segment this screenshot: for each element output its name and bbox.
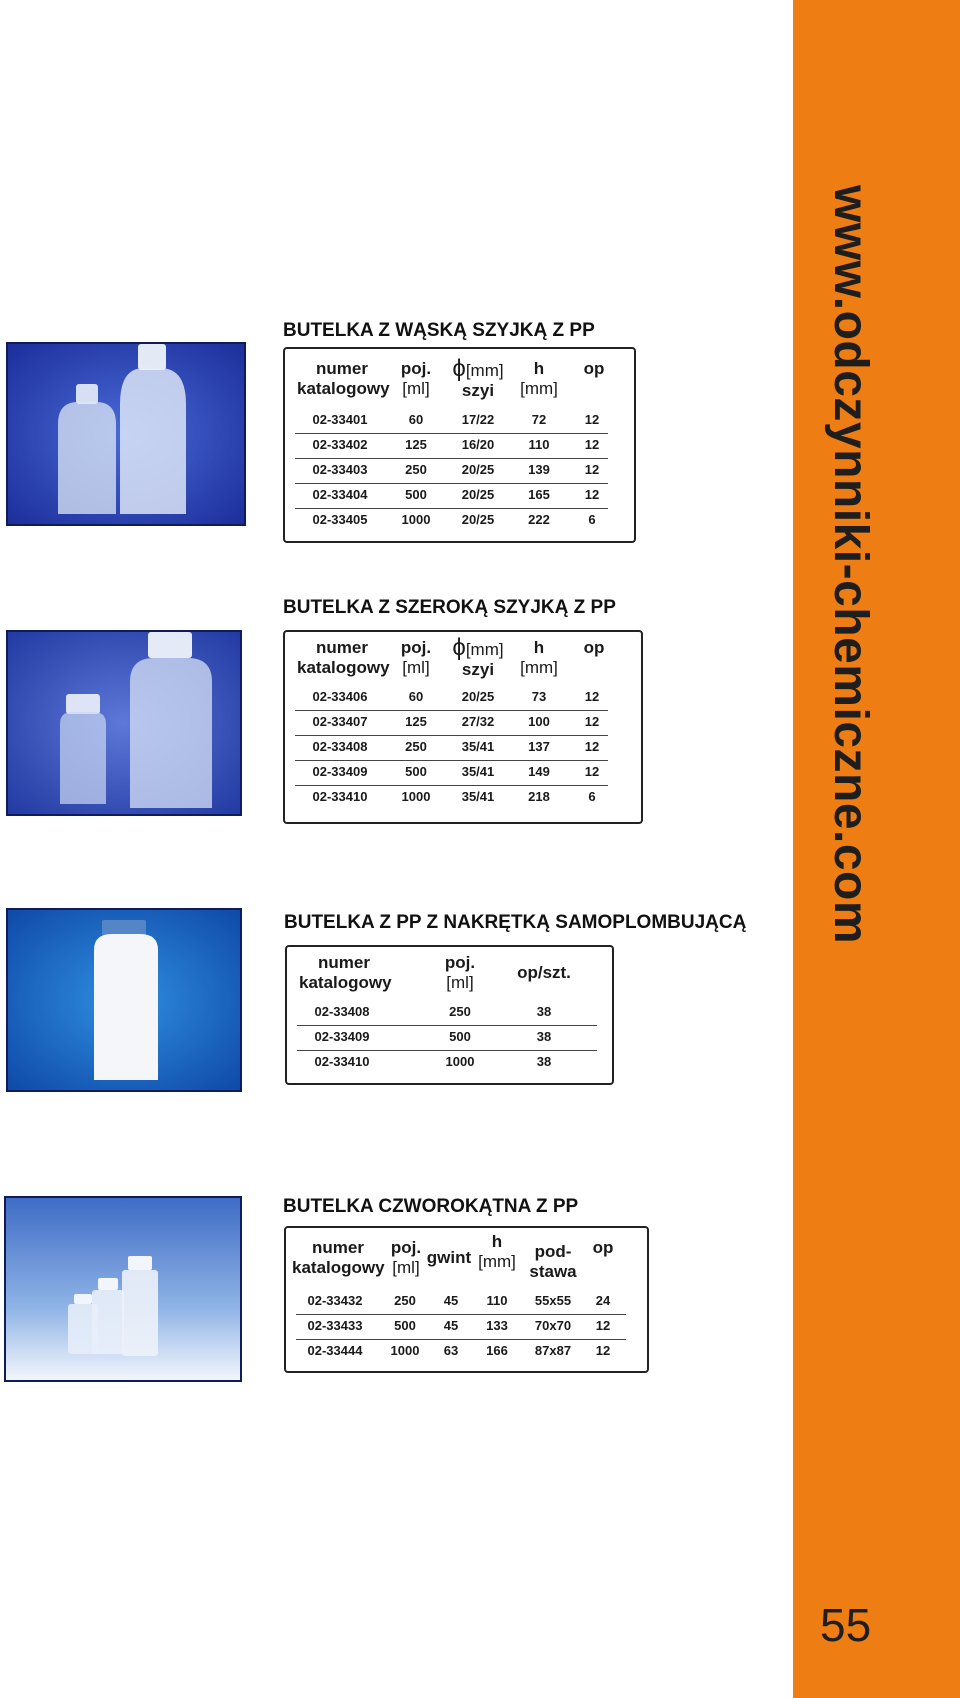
table-row: 02-33401 60 17/22 72 12 xyxy=(295,409,608,434)
diameter-icon: ϕ xyxy=(452,634,466,661)
table-row: 02-33409 500 38 xyxy=(297,1026,597,1051)
section-title: BUTELKA Z WĄSKĄ SZYJKĄ Z PP xyxy=(283,320,595,341)
header-height: h [mm] xyxy=(520,638,558,677)
header-capacity: poj. [ml] xyxy=(444,953,476,992)
header-pack: op xyxy=(583,359,605,378)
section-title: BUTELKA Z PP Z NAKRĘTKĄ SAMOPLOMBUJĄCĄ xyxy=(284,912,747,933)
product-table xyxy=(284,1226,649,1373)
header-pack: op xyxy=(583,638,605,657)
header-capacity: poj. [ml] xyxy=(400,359,432,398)
header-neck: ϕ[mm] szyi xyxy=(452,355,504,400)
header-catalog: numer katalogowy xyxy=(297,359,390,398)
header-neck: ϕ[mm] szyi xyxy=(452,634,504,679)
header-height: h [mm] xyxy=(520,359,558,398)
diameter-icon: ϕ xyxy=(452,355,466,382)
table-row: 02-33444 1000 63 166 87x87 12 xyxy=(307,1343,611,1358)
table-row: 02-33432 250 45 110 55x55 24 xyxy=(296,1290,626,1315)
header-capacity: poj. [ml] xyxy=(390,1238,422,1277)
narrow-neck-bottles-photo xyxy=(6,342,246,526)
table-row: 02-33403 250 20/25 139 12 xyxy=(295,459,608,484)
website-url[interactable]: www.odczynniki-chemiczne.com xyxy=(824,185,877,945)
header-pack: op xyxy=(592,1238,614,1257)
header-catalog: numer katalogowy xyxy=(292,1238,385,1277)
table-row: 02-33404 500 20/25 165 12 xyxy=(295,484,608,509)
header-pack: op/szt. xyxy=(517,963,571,982)
product-table xyxy=(283,630,643,824)
header-capacity: poj. [ml] xyxy=(400,638,432,677)
table-row: 02-33409 500 35/41 149 12 xyxy=(295,761,608,786)
table-row: 02-33408 250 38 xyxy=(297,1001,597,1026)
table-row: 02-33410 1000 38 xyxy=(314,1054,552,1069)
table-row: 02-33410 1000 35/41 218 6 xyxy=(312,789,596,804)
wide-neck-bottles-photo xyxy=(6,630,242,816)
product-table xyxy=(285,945,614,1085)
section-title: BUTELKA CZWOROKĄTNA Z PP xyxy=(283,1196,579,1217)
table-row: 02-33433 500 45 133 70x70 12 xyxy=(296,1315,626,1340)
header-catalog: numer katalogowy xyxy=(297,638,390,677)
table-row: 02-33406 60 20/25 73 12 xyxy=(295,686,608,711)
header-base: pod- stawa xyxy=(529,1242,577,1281)
table-row: 02-33405 1000 20/25 222 6 xyxy=(312,512,596,527)
table-row: 02-33408 250 35/41 137 12 xyxy=(295,736,608,761)
product-table xyxy=(283,347,636,543)
self-sealing-bottle-photo xyxy=(6,908,242,1092)
square-bottles-photo xyxy=(4,1196,242,1382)
header-catalog: numer katalogowy xyxy=(299,953,392,992)
header-height: h [mm] xyxy=(478,1232,516,1271)
header-thread: gwint xyxy=(426,1248,472,1267)
section-title: BUTELKA Z SZEROKĄ SZYJKĄ Z PP xyxy=(283,597,616,618)
table-row: 02-33402 125 16/20 110 12 xyxy=(295,434,608,459)
page-number: 55 xyxy=(820,1599,872,1651)
table-row: 02-33407 125 27/32 100 12 xyxy=(295,711,608,736)
